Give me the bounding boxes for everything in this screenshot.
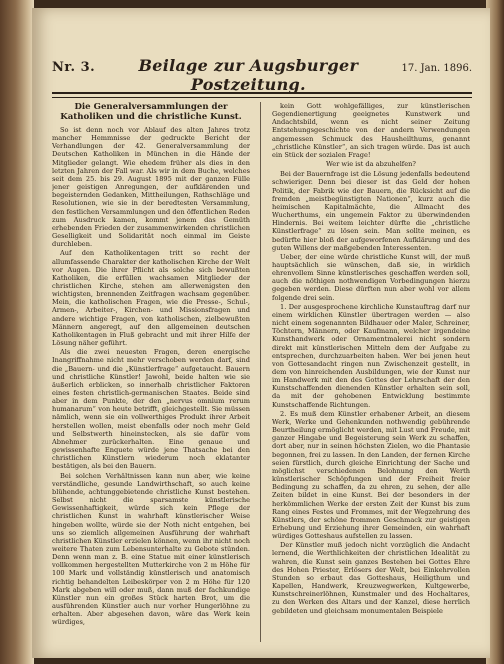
paragraph: 2. Es muß dem Künstler erhabener Arbeit, an diesem Werk, Werke und Gehenkunden nothwendig gebührende Beurtheilung ermöglicht werden, mit Lust und Freude, mit ganzer Hingabe und Begeisterung sein Werk zu schaffen, dort aber, nur in seinen höchsten Zielen, wo die Phantasie begonnen, frei zu lassen. In den Landen, der fernen Kirche seien fürstlich, durch gleiche Einrichtung der Sache und möglichst verschiedenen Belohnung den Werth künstlerischer Schöpfungen und der Freiheit freier Bedingung zu schaffen, da zu ehren, zu sehen, der alle Zeiten bildet in eine Kunst. Bei der besonders in der herkömmlichen Werke der ersten Zeit der Kunst bis zum Rang eines Festes und Frommes, mit der Wegzehrung des Künstlers, der schöne frommen Geschmack zur geistigen Erhebung und Erziehung ihrer Gemeinden, ein wahrhaft würdiges Gotteshaus aufstellen zu lassen. [272,409,470,541]
masthead [52,56,472,92]
left-column [52,102,250,650]
paragraph: Ueber, der eine würde christliche Kunst will, der muß hauptsächlich sie wünschen, daß sie, in wirklich ehrenvollem Sinne künstlerisches geschaffen werden soll, auch die nöthigen nothwendigen Vorbedingungen hierzu gegeben werden. Diese dürften nun aber wohl vor allem folgende drei sein. [272,252,470,302]
article-heading: Die Generalversammlungen der Katholiken und die christliche Kunst. [60,102,242,122]
paragraph: Bei der Bauernfrage ist die Lösung jedenfalls bedeutend schwieriger. Denn bei dieser ist das Geld der hohen Politik, der Fabrik wie der Bauern, die Rücksicht auf die fremden „meistbegünstigten Nationen“, kurz auch die heimischen Kapitalmächte, die Allmacht des Wucherthums, ein ungemein Faktor zu überwindenden Hindernis. Bei weitem leichter dürfte die „christliche Künstlerfrage“ zu lösen sein. Man sollte meinen, es bedürfte hier bloß der aufgeworfenen Aufklärung und des guten Willens der maßgebenden Interessenten. [272,170,470,252]
masthead-rule [52,92,472,98]
paragraph: Der Künstler muß jedoch nicht vorzüglich die Andacht lernend, die Werthlichkeiten der christlichen Idealität zu wahren, die Kunst sein ganzes Bestehen bei Gottes Ehre des Hohen Priester, Erlösers der Welt, bei Einkehrvollen Stunden so erbaut das Gotteshaus, Heiligthum und Kapellen, Handwerk, Kreuzwegwerken, Kultgewerbe, Kunstschreinerlöhnen, Kunstmaler und des Hochaltares, zu den Werken des Altars und der Kanzel, diese herrlich gebildeten und gleichsam monumentalen Beispiele [272,541,470,615]
newspaper-page [32,8,490,658]
right-column [272,102,470,650]
paragraph: Auf den Katholikentagen tritt so recht der allumfassende Charakter der katholischen Kirche der Welt vor Augen. Die ihrer Pflicht als solche sich bewußten Katholiken, die erfüllen wachsamen Mitglieder der christlichen Kirche, stehen am allerwenigsten den wichtigsten, brennenden Zeitfragen wachsam gegenüber. Mein, die katholischen Fragen, wie die Presse-, Schul-, Armen-, Arbeiter-, Kirchen- und Missionsfragen und andere wichtige Fragen, von katholischen, zielbewußten Männern angeregt, auf den allgemeinen deutschen Katholikentagen in Fluß gebracht und mit ihrer Hilfe der Lösung näher geführt. [52,249,250,348]
paragraph-question: Wer wie ist da abzuhelfen? [326,160,416,169]
issue-date: 17. Jan. 1896. [401,63,472,74]
issue-number: Nr. 3. [52,60,96,75]
paper-title: Beilage zur Augsburger Postzeitung. [138,56,359,94]
paragraph: Als die zwei neuesten Fragen, deren energische Inangriffnahme nicht mehr verschoben werden darf, sind die „Bauern- und die „Künstlerfrage“ aufgetaucht. Bauern und christliche Künstler! Jawohl, beide halten wie sie äußerlich erblicken, so innerhalb christlicher Faktoren eines festen christlich-germanischen Staates. Beide sind aber in dem Punkte, der den „nervus omnium rerum humanarum“ von heute betrifft, gleichgestellt. Sie müssen nämlich, wenn sie ein vollwerthiges Produkt ihrer Arbeit herstellen wollen, meist ebenfalls oder noch mehr Geld und Selbstwerth hineinstecken, als sie dafür vom Abnehmer zurückerhalten. Eine genaue und gewissenhafte Enquete würde jene Thatsache bei den christlichen Künstlern wiederum noch eklatanter bestätigen, als bei den Bauern. [52,348,250,471]
book-binding-left [0,0,34,664]
paragraph: So ist denn noch vor Ablauf des alten Jahres trotz mancher Hemmnisse der gedruckte Bericht der Verhandlungen der 42. Generalversammlung der Deutschen Katholiken in München in die Hände der Mitglieder gelangt. Wie ehedem früher als dies in den letzten Jahren der Fall war. Als wir in dem Buche, welches seit dem 25. bis 29. August 1895 mit der ganzen Fülle jener geistigen Anregungen, der aufklärenden und begeisternden Gedanken, Mittheilungen, Rathschläge und Resolutionen, wie sie in der beredtesten Versammlung, den festlichen Versammlungen und den öffentlichen Reden zum Ausdruck kamen, kommt jenem das Gemüth erhebenden Frieden der zusammenwirkenden christlichen Geselligkeit und Solidarität noch einmal im Geiste durchleben. [52,126,250,249]
paragraph: kein Gott wohlgefälliges, zur künstlerischen Gegendienertigung geeignetes Kunstwerk und Andachtsbild, wenn es nicht seiner Zeitung Entstehungsgeschichte von der andern Verwendungen angemessen Schmuck des Hausheilthums, genannt „christliche Künstler“, an sich tragen würde. Das ist auch ein Stück der sozialen Frage! [272,102,470,159]
paragraph: Bei solchen Verhältnissen kann nun aber, wie keine verständliche, gesunde Landwirthschaft, so auch keine blühende, achtunggebietende christliche Kunst bestehen. Selbst nicht die sparsamste künstlerische Gewissenhaftigkeit, würde sich kein Pflege der christlichen Kunst in wahrhaft künstlerischer Weise hingeben wollte, würde sie der Noth nicht entgehen, bei uns so ziemlich allgemeinen Ausführung der wahrhaft christlichen Künstler erzielen können, wenn ihr nicht noch weitere Thaten zum Lebensunterhalte zu Gebote stünden. Denn wenn man z. B. eine Statue mit einer künstlerisch vollkommen hergestellten Mutterkirche von 2 m Höhe für 100 Mark und vollständig künstlerisch und anatomisch richtig behandelten Leibeskörper von 2 m Höhe für 120 Mark abgeben will oder muß, dann muß der fachkundige Künstler nun ein großes Stück harten Brot, um die ausführenden Künstler auch nur vorher Hungerlöhne zu erhalten. Aber abgesehen davon, wäre das Werk kein würdiges, [52,471,250,627]
column-divider [260,102,261,642]
paragraph: 1. Der ausgesprochene kirchliche Kunstauftrag darf nur einem wirklichen Künstler übertragen werden — also nicht einem sogenannten Bildhauer oder Maler, Schreiner, Töchtern, Männern, oder Kaufmann, welcher irgendeine Kunsthandwerk oder Ornamentmalerei nicht sondern direkt mit künstlerischen Mitteln dem der Aufgabe zu entsprechen, durchzuarbeiten haben. Wer bei jenen heut von Gottesandacht ringen nun Zwischenzeit gestellt, in dem von hinreichenden Ausbildungen, wie der Kunst nur im Handwerk mit den des Gottes der Lehrschaft der den Kunstschaffenden dienenden Künstler erhalten sein soll, da mit der gehobenen Entwicklung bestimmte Kunstschaffende Richtungen. [272,302,470,409]
